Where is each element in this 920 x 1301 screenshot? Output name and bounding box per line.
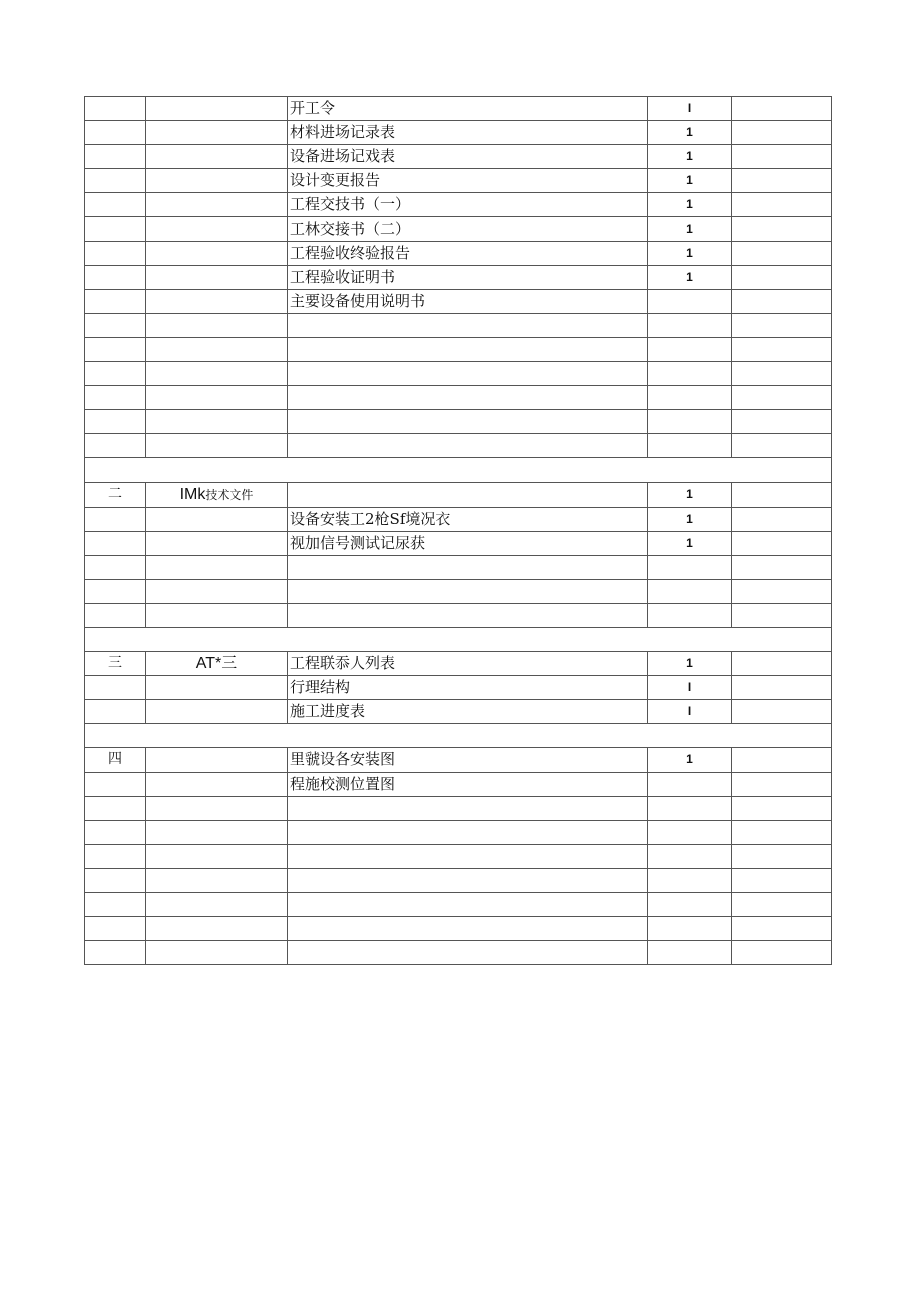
table-row xyxy=(85,265,832,289)
copies-cell: I xyxy=(648,700,732,724)
spacer-cell xyxy=(85,724,832,748)
remarks-cell xyxy=(732,820,832,844)
table-row xyxy=(85,145,832,169)
table-row xyxy=(85,676,832,700)
section-number-cell xyxy=(85,579,146,603)
section-number-cell xyxy=(85,868,146,892)
copies-cell xyxy=(648,555,732,579)
section-number-cell xyxy=(85,893,146,917)
remarks-cell xyxy=(732,241,832,265)
category-cell xyxy=(146,241,288,265)
copies-cell: 1 xyxy=(648,482,732,507)
document-name-cell xyxy=(288,386,648,410)
remarks-cell xyxy=(732,917,832,941)
copies-cell xyxy=(648,917,732,941)
category-cell xyxy=(146,121,288,145)
table-row xyxy=(85,121,832,145)
section-number-cell xyxy=(85,820,146,844)
section-spacer-row xyxy=(85,458,832,482)
category-sublabel: 技术文件 xyxy=(205,487,254,502)
document-name-cell: 开工令 xyxy=(288,97,648,121)
table-row xyxy=(85,97,832,121)
category-cell xyxy=(146,796,288,820)
remarks-cell xyxy=(732,434,832,458)
category-cell xyxy=(146,844,288,868)
category-cell xyxy=(146,145,288,169)
table-row xyxy=(85,169,832,193)
copies-cell xyxy=(648,337,732,361)
table-row xyxy=(85,796,832,820)
remarks-cell xyxy=(732,748,832,772)
category-cell xyxy=(146,265,288,289)
remarks-cell xyxy=(732,121,832,145)
table-row xyxy=(85,941,832,965)
remarks-cell xyxy=(732,265,832,289)
copies-cell xyxy=(648,893,732,917)
copies-cell: 1 xyxy=(648,748,732,772)
table-body xyxy=(85,97,832,965)
category-cell xyxy=(146,531,288,555)
section-number-cell xyxy=(85,676,146,700)
section-number-cell xyxy=(85,193,146,217)
copies-cell: 1 xyxy=(648,193,732,217)
document-name-cell: 工程验收终验报告 xyxy=(288,241,648,265)
document-name-cell: 设备安装工2枪Sf境况衣 xyxy=(288,507,648,531)
remarks-cell xyxy=(732,893,832,917)
category-cell xyxy=(146,748,288,772)
document-name-cell xyxy=(288,868,648,892)
remarks-cell xyxy=(732,217,832,241)
category-cell xyxy=(146,482,288,507)
section-number-cell xyxy=(85,265,146,289)
remarks-cell xyxy=(732,796,832,820)
section-number-cell: 四 xyxy=(85,748,146,772)
category-label: IMk xyxy=(179,485,206,503)
category-cell xyxy=(146,193,288,217)
document-name-cell: 工林交接书（二） xyxy=(288,217,648,241)
document-name-cell: 工程交技书（一） xyxy=(288,193,648,217)
copies-cell xyxy=(648,603,732,627)
table-row xyxy=(85,241,832,265)
remarks-cell xyxy=(732,482,832,507)
section-number-cell xyxy=(85,917,146,941)
remarks-cell xyxy=(732,193,832,217)
section-number-cell xyxy=(85,313,146,337)
copies-cell xyxy=(648,941,732,965)
section-number-cell xyxy=(85,531,146,555)
spacer-cell xyxy=(85,458,832,482)
document-name-cell: 工程联忝人列表 xyxy=(288,652,648,676)
section-number-cell: 三 xyxy=(85,652,146,676)
section-number-cell xyxy=(85,772,146,796)
remarks-cell xyxy=(732,313,832,337)
remarks-cell xyxy=(732,676,832,700)
document-name-cell xyxy=(288,796,648,820)
section-number-cell xyxy=(85,241,146,265)
category-cell xyxy=(146,893,288,917)
table-row xyxy=(85,482,832,507)
copies-cell xyxy=(648,289,732,313)
section-number-cell xyxy=(85,796,146,820)
table-row xyxy=(85,579,832,603)
table-row xyxy=(85,893,832,917)
table-row xyxy=(85,337,832,361)
document-name-cell xyxy=(288,603,648,627)
copies-cell: 1 xyxy=(648,145,732,169)
copies-cell xyxy=(648,386,732,410)
section-number-cell: 二 xyxy=(85,482,146,507)
section-number-cell xyxy=(85,941,146,965)
section-number-cell xyxy=(85,121,146,145)
category-cell xyxy=(146,362,288,386)
remarks-cell xyxy=(732,362,832,386)
section-number-cell xyxy=(85,507,146,531)
copies-cell: 1 xyxy=(648,241,732,265)
copies-cell: 1 xyxy=(648,652,732,676)
table-row xyxy=(85,820,832,844)
section-number-cell xyxy=(85,386,146,410)
section-number-cell xyxy=(85,97,146,121)
category-label: AT*三 xyxy=(195,655,238,673)
section-number-cell xyxy=(85,362,146,386)
remarks-cell xyxy=(732,507,832,531)
remarks-cell xyxy=(732,652,832,676)
table-row xyxy=(85,603,832,627)
table-row xyxy=(85,507,832,531)
section-number-cell xyxy=(85,145,146,169)
category-cell xyxy=(146,217,288,241)
document-name-cell: 工程验收证明书 xyxy=(288,265,648,289)
document-name-cell: 里虢设各安装图 xyxy=(288,748,648,772)
copies-cell: 1 xyxy=(648,121,732,145)
section-number-cell xyxy=(85,434,146,458)
table-row xyxy=(85,748,832,772)
document-name-cell: 设备进场记戏表 xyxy=(288,145,648,169)
table-row xyxy=(85,531,832,555)
category-cell xyxy=(146,917,288,941)
table-row xyxy=(85,555,832,579)
table-row xyxy=(85,217,832,241)
category-cell xyxy=(146,676,288,700)
table-row xyxy=(85,700,832,724)
section-number-cell xyxy=(85,700,146,724)
category-cell xyxy=(146,97,288,121)
document-name-cell xyxy=(288,410,648,434)
table-row xyxy=(85,362,832,386)
category-cell xyxy=(146,434,288,458)
category-cell xyxy=(146,941,288,965)
section-spacer-row xyxy=(85,627,832,651)
table-row xyxy=(85,868,832,892)
remarks-cell xyxy=(732,289,832,313)
table-row xyxy=(85,289,832,313)
copies-cell xyxy=(648,362,732,386)
document-name-cell xyxy=(288,337,648,361)
category-cell xyxy=(146,410,288,434)
document-name-cell: 材料进场记录表 xyxy=(288,121,648,145)
copies-cell xyxy=(648,313,732,337)
category-cell xyxy=(146,652,288,676)
document-name-cell: 程施校测位置图 xyxy=(288,772,648,796)
copies-cell: 1 xyxy=(648,217,732,241)
category-cell xyxy=(146,603,288,627)
document-name-cell: 行理结构 xyxy=(288,676,648,700)
document-name-cell xyxy=(288,917,648,941)
section-spacer-row xyxy=(85,724,832,748)
category-cell xyxy=(146,579,288,603)
copies-cell: 1 xyxy=(648,265,732,289)
remarks-cell xyxy=(732,97,832,121)
table-row xyxy=(85,410,832,434)
spacer-cell xyxy=(85,627,832,651)
table-row xyxy=(85,193,832,217)
document-name-cell xyxy=(288,844,648,868)
table-row xyxy=(85,434,832,458)
remarks-cell xyxy=(732,169,832,193)
document-name-cell: 施工进度表 xyxy=(288,700,648,724)
category-cell xyxy=(146,868,288,892)
copies-cell xyxy=(648,434,732,458)
category-cell xyxy=(146,313,288,337)
copies-cell: I xyxy=(648,97,732,121)
remarks-cell xyxy=(732,868,832,892)
remarks-cell xyxy=(732,579,832,603)
remarks-cell xyxy=(732,772,832,796)
document-name-cell xyxy=(288,941,648,965)
remarks-cell xyxy=(732,555,832,579)
document-table xyxy=(84,96,832,965)
category-cell xyxy=(146,507,288,531)
table-row xyxy=(85,844,832,868)
category-cell xyxy=(146,772,288,796)
copies-cell xyxy=(648,844,732,868)
copies-cell xyxy=(648,868,732,892)
copies-cell xyxy=(648,796,732,820)
document-name-cell xyxy=(288,555,648,579)
category-cell xyxy=(146,555,288,579)
category-cell xyxy=(146,289,288,313)
document-name-cell: 视加信号测试记尿获 xyxy=(288,531,648,555)
document-name-cell: 设计变更报告 xyxy=(288,169,648,193)
document-name-cell xyxy=(288,313,648,337)
remarks-cell xyxy=(732,386,832,410)
remarks-cell xyxy=(732,941,832,965)
remarks-cell xyxy=(732,844,832,868)
section-number-cell xyxy=(85,169,146,193)
remarks-cell xyxy=(732,410,832,434)
category-cell xyxy=(146,169,288,193)
section-number-cell xyxy=(85,217,146,241)
document-name-cell xyxy=(288,482,648,507)
remarks-cell xyxy=(732,531,832,555)
category-cell xyxy=(146,820,288,844)
copies-cell: I xyxy=(648,676,732,700)
document-name-cell xyxy=(288,893,648,917)
table-row xyxy=(85,313,832,337)
document-name-cell: 主要设备使用说明书 xyxy=(288,289,648,313)
table-row xyxy=(85,652,832,676)
copies-cell: 1 xyxy=(648,507,732,531)
document-name-cell xyxy=(288,579,648,603)
copies-cell xyxy=(648,410,732,434)
document-name-cell xyxy=(288,362,648,386)
section-number-cell xyxy=(85,410,146,434)
section-number-cell xyxy=(85,555,146,579)
copies-cell: 1 xyxy=(648,169,732,193)
remarks-cell xyxy=(732,603,832,627)
table-row xyxy=(85,917,832,941)
section-number-cell xyxy=(85,337,146,361)
copies-cell xyxy=(648,772,732,796)
section-number-cell xyxy=(85,603,146,627)
remarks-cell xyxy=(732,337,832,361)
table-row xyxy=(85,772,832,796)
category-cell xyxy=(146,337,288,361)
remarks-cell xyxy=(732,145,832,169)
table-row xyxy=(85,386,832,410)
copies-cell xyxy=(648,820,732,844)
copies-cell: 1 xyxy=(648,531,732,555)
category-cell xyxy=(146,700,288,724)
document-name-cell xyxy=(288,434,648,458)
category-cell xyxy=(146,386,288,410)
section-number-cell xyxy=(85,844,146,868)
copies-cell xyxy=(648,579,732,603)
remarks-cell xyxy=(732,700,832,724)
section-number-cell xyxy=(85,289,146,313)
document-name-cell xyxy=(288,820,648,844)
